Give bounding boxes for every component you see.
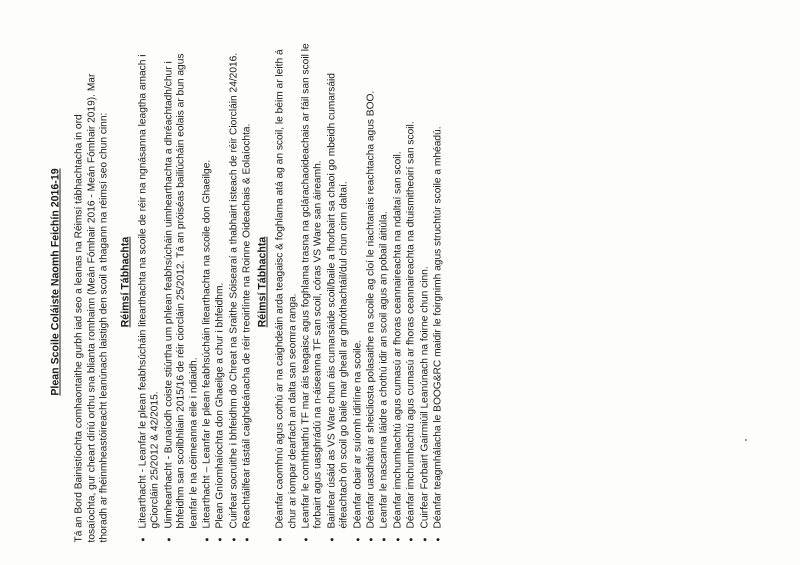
bullet-icon: • bbox=[137, 537, 150, 542]
list-item bbox=[352, 38, 364, 543]
list-item bbox=[406, 38, 418, 543]
list-item-text: Cuirfear socruithe i bhfeidhm do Chreat na Sraithe Sóisearaí a thabhairt isteach de réir Ciorcláin 24/2016. bbox=[228, 52, 240, 529]
bullet-icon: • bbox=[201, 537, 214, 542]
scan-speck bbox=[745, 439, 747, 441]
list-item bbox=[138, 38, 163, 543]
list-item-text: Litearthacht - Leanfar le plean feabhsúcháin litearthachta na scoile de réir na ngnásanna leagtha amach i gCiorcláin 25/2012 & 42/2015. bbox=[137, 54, 161, 529]
bullet-icon: • bbox=[365, 537, 378, 542]
list-item bbox=[163, 38, 200, 543]
list-item-text: Déanfar caomhnú agus cothú ar na caighdeáin arda teagaisc & foghlama atá ag an scoil, le béim ar leith á chur ar iompar dearfach an dalta san seomra ranga. bbox=[274, 49, 298, 529]
list-item-text: Reachtáilfear tástáil caighdeánacha de réir treoirlínte na Roinne Oideachais & Eolaíochta. bbox=[241, 123, 253, 529]
intro-paragraph: Tá an Bord Bainistíochta comhaontaithe gurbh iad seo a leanas na Réimsí tábhachtacha in ord tosaíochta, gur cheart díriú orthu sna blianta romhainn (Meán Fómhair 2016 - Meán Fómhair 2019). Mar thoradh ar fhéinmheastóireacht leanúnach laistigh den scoil a thagann na réimsí seo chun cinn: bbox=[73, 73, 110, 543]
list-item bbox=[202, 38, 214, 543]
bullet-icon: • bbox=[241, 537, 254, 542]
list-item bbox=[242, 38, 254, 543]
list-item-text: Litearthacht – Leanfar le plean feabhsúcháin litearthachta na scoile don Ghaeilge. bbox=[201, 159, 213, 529]
list-item-text: Déanfar imchumhachtú agus cumasú ar fhoras ceannaireachta na dtuismitheoirí san scoil. bbox=[405, 121, 417, 529]
bullet-icon: • bbox=[214, 537, 227, 542]
subsection-heading: Réimsí Tábhachta bbox=[256, 236, 269, 328]
list-item-text: Leanfar le nascanna láidre a chothú idir an scoil agus an pobail áitiúla. bbox=[378, 211, 390, 529]
list-item-text: Déanfar teagmhálacha le BOOG&RC maidir le foirgnimh agus struchtúr scoile a mhéadú. bbox=[432, 126, 444, 529]
list-item-text: Leanfar le comhthathú TF mar áis teagaisc agus foghlama trasna na gclárachaoideachais ar fáil san scoil le forbairt agus uasghrádú na n-áiseanna TF san scoil, córas VS Ware san áireamh. bbox=[300, 43, 324, 529]
list-item bbox=[300, 38, 325, 543]
priority-list-a bbox=[138, 38, 255, 543]
bullet-icon: • bbox=[326, 537, 339, 542]
bullet-icon: • bbox=[300, 537, 313, 542]
list-item-text: Plean Gníomhaíochta don Ghaeilge a chur i bhfeidhm. bbox=[214, 282, 226, 529]
priority-list-b bbox=[275, 38, 445, 543]
list-item bbox=[326, 38, 351, 543]
bullet-icon: • bbox=[378, 537, 391, 542]
list-item-text: Uimhearthacht - Bunaíodh coiste stiúrtha um phlean feabhsúcháin uimhearthachta a dhréachtadh/chur i bhfeidhm san scoilbhliain 2015/16 de réir ciorcláin 25/2012. Tá an próiséas bailiúcháin eolais ar bun agus leanfar le na céimeanna eile i ndiaidh. bbox=[163, 53, 200, 529]
bullet-icon: • bbox=[352, 537, 365, 542]
list-item bbox=[419, 38, 431, 543]
bullet-icon: • bbox=[432, 537, 445, 542]
document-title: Plean Scoile Coláiste Naomh Feichín 2016-19 bbox=[49, 168, 62, 396]
list-item-text: Déanfar obair ar suíomh idirlíne na scoile. bbox=[352, 339, 364, 529]
list-item bbox=[215, 38, 227, 543]
section-heading: Réimsí Tábhachta bbox=[119, 236, 132, 328]
list-item-text: Déanfar imchumhachtú agus cumasú ar fhoras ceannaireachta na ndaltaí san scoil. bbox=[392, 151, 404, 529]
bullet-icon: • bbox=[274, 537, 287, 542]
bullet-icon: • bbox=[163, 537, 176, 542]
list-item bbox=[379, 38, 391, 543]
bullet-icon: • bbox=[405, 537, 418, 542]
list-item-text: Cuirfear Forbairt Gairmiúil Leanúnach na foirne chun cinn. bbox=[419, 266, 431, 529]
list-item bbox=[392, 38, 404, 543]
list-item bbox=[432, 38, 444, 543]
list-item bbox=[365, 38, 377, 543]
list-item-text: Bainfear úsáid as VS Ware chun áis cumarsáide scoil/baile a fhorbairt sa chaoi go mbeidh cumarsáid éifeachtach ón scoil go baile mar gheall ar ghnóthachtáil/dul chun cinn daltaí. bbox=[326, 73, 350, 529]
bullet-icon: • bbox=[392, 537, 405, 542]
bullet-icon: • bbox=[419, 537, 432, 542]
bullet-icon: • bbox=[228, 537, 241, 542]
list-item-text: Déanfar uasdhátú ar sheicliosta polasaithe na scoile ag cloí le riachtanais reachtacha agus BOO. bbox=[365, 90, 377, 529]
list-item bbox=[275, 38, 300, 543]
list-item bbox=[228, 38, 240, 543]
